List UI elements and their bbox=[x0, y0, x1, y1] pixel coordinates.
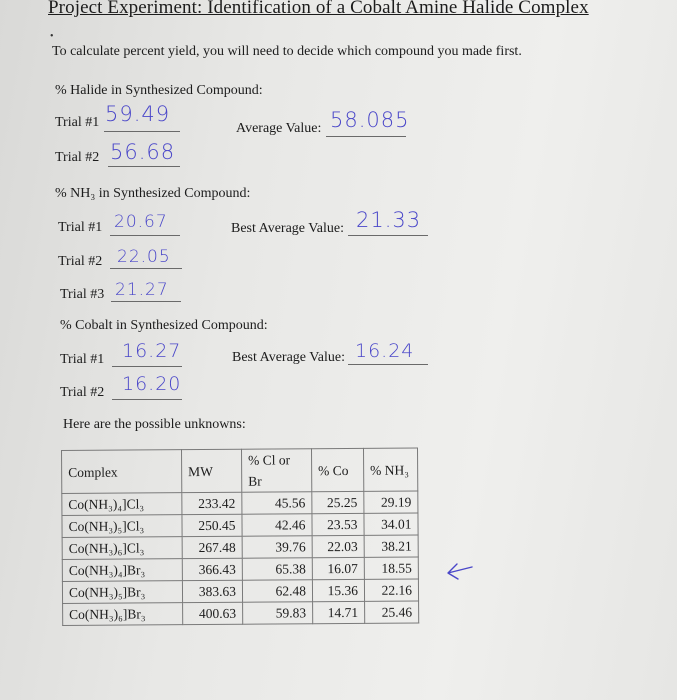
halide-trial1-label: Trial #1 bbox=[55, 115, 100, 130]
table-row bbox=[62, 513, 418, 537]
cell-nh3: 25.46 bbox=[365, 601, 419, 623]
cell-complex: Co(NH₃)₆]Cl₃ bbox=[62, 537, 182, 560]
header-nh3: % NH₃ bbox=[363, 448, 417, 491]
cobalt-trial1-line bbox=[112, 366, 182, 367]
cell-halide: 45.56 bbox=[242, 492, 312, 514]
cell-co: 22.03 bbox=[312, 535, 364, 557]
halide-trial1-line bbox=[104, 131, 180, 132]
cell-complex: Co(NH₃)₅]Cl₃ bbox=[62, 515, 182, 538]
table-row bbox=[62, 535, 418, 559]
tick-mark: • bbox=[50, 31, 54, 42]
cell-halide: 65.38 bbox=[242, 558, 312, 580]
nh3-heading: % NH₃ in Synthesized Compound: bbox=[55, 186, 251, 201]
cell-mw: 267.48 bbox=[182, 536, 242, 558]
cell-co: 23.53 bbox=[312, 513, 364, 535]
halide-average-line bbox=[326, 136, 406, 137]
table-header-row bbox=[62, 448, 418, 493]
cell-nh3: 38.21 bbox=[364, 535, 418, 557]
nh3-average-value: 21.33 bbox=[356, 208, 422, 232]
cobalt-trial2-value: 16.20 bbox=[122, 373, 182, 395]
cobalt-average-line bbox=[348, 364, 428, 365]
nh3-trial1-line bbox=[110, 235, 180, 236]
cobalt-trial1-value: 16.27 bbox=[122, 340, 182, 362]
cell-mw: 400.63 bbox=[183, 602, 243, 624]
cell-complex: Co(NH₃)₆]Br₃ bbox=[63, 603, 183, 626]
cell-complex: Co(NH₃)₄]Cl₃ bbox=[62, 493, 182, 516]
halide-trial2-label: Trial #2 bbox=[55, 150, 100, 165]
nh3-trial3-label: Trial #3 bbox=[60, 287, 105, 302]
cell-co: 14.71 bbox=[313, 601, 365, 623]
cell-halide: 39.76 bbox=[242, 536, 312, 558]
nh3-trial2-value: 22.05 bbox=[117, 247, 171, 267]
cell-nh3: 29.19 bbox=[364, 491, 418, 513]
table-row bbox=[62, 579, 418, 603]
table-row bbox=[62, 557, 418, 581]
header-cl-br: % Cl or Br bbox=[241, 449, 311, 492]
cell-complex: Co(NH₃)₅]Br₃ bbox=[62, 581, 182, 604]
cobalt-average-label: Best Average Value: bbox=[232, 350, 346, 365]
nh3-trial1-label: Trial #1 bbox=[58, 220, 103, 235]
nh3-average-label: Best Average Value: bbox=[231, 221, 345, 236]
nh3-trial1-value: 20.67 bbox=[114, 212, 168, 232]
cell-nh3: 22.16 bbox=[364, 579, 418, 601]
halide-heading: % Halide in Synthesized Compound: bbox=[55, 83, 263, 98]
cell-mw: 366.43 bbox=[182, 558, 242, 580]
intro-text: To calculate percent yield, you will need to decide which compound you made first. bbox=[52, 44, 522, 59]
table-row bbox=[62, 491, 418, 515]
header-mw: MW bbox=[182, 449, 242, 492]
halide-average-label: Average Value: bbox=[236, 121, 322, 136]
cell-mw: 250.45 bbox=[182, 514, 242, 536]
nh3-average-line bbox=[348, 235, 428, 236]
unknowns-table bbox=[61, 448, 419, 626]
header-co: % Co bbox=[311, 448, 363, 491]
nh3-trial2-label: Trial #2 bbox=[58, 254, 103, 269]
cell-mw: 233.42 bbox=[182, 492, 242, 514]
cobalt-trial2-line bbox=[112, 399, 182, 400]
cell-halide: 42.46 bbox=[242, 514, 312, 536]
halide-trial1-value: 59.49 bbox=[105, 102, 171, 126]
cell-co: 15.36 bbox=[312, 579, 364, 601]
nh3-trial3-value: 21.27 bbox=[115, 280, 169, 300]
cell-co: 25.25 bbox=[312, 491, 364, 513]
table-row bbox=[63, 601, 419, 625]
cell-halide: 59.83 bbox=[243, 602, 313, 624]
header-complex: Complex bbox=[62, 450, 182, 494]
cell-nh3: 34.01 bbox=[364, 513, 418, 535]
halide-trial2-line bbox=[108, 166, 180, 167]
halide-average-value: 58.085 bbox=[330, 108, 410, 132]
nh3-trial3-line bbox=[111, 301, 181, 302]
halide-trial2-value: 56.68 bbox=[110, 140, 176, 164]
left-arrow-icon bbox=[444, 560, 474, 580]
cobalt-trial1-label: Trial #1 bbox=[60, 352, 105, 367]
cell-complex: Co(NH₃)₄]Br₃ bbox=[62, 559, 182, 582]
page-title: Project Experiment: Identification of a Cobalt Amine Halide Complex bbox=[48, 0, 589, 18]
nh3-trial2-line bbox=[110, 268, 182, 269]
cell-co: 16.07 bbox=[312, 557, 364, 579]
unknowns-heading: Here are the possible unknowns: bbox=[63, 417, 246, 432]
cobalt-trial2-label: Trial #2 bbox=[60, 385, 105, 400]
cobalt-average-value: 16.24 bbox=[355, 340, 415, 362]
cell-halide: 62.48 bbox=[242, 580, 312, 602]
cell-mw: 383.63 bbox=[182, 580, 242, 602]
cobalt-heading: % Cobalt in Synthesized Compound: bbox=[60, 318, 268, 333]
cell-nh3: 18.55 bbox=[364, 557, 418, 579]
